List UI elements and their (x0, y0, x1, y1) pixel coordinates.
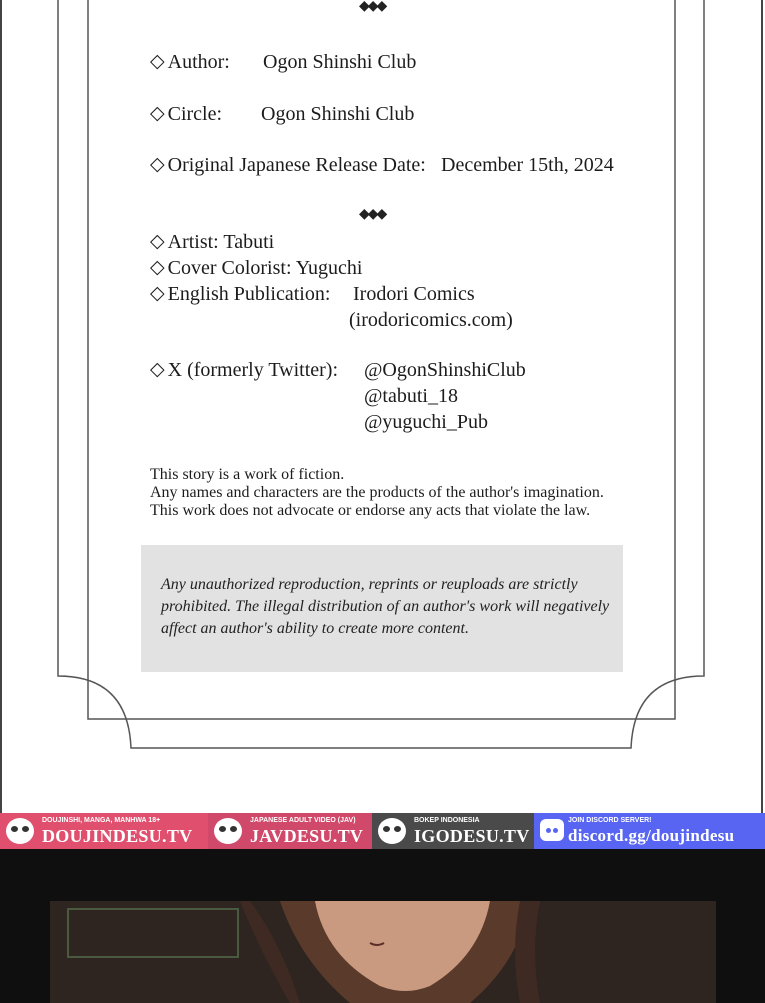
circle-row (150, 103, 222, 126)
ad-banner-strip (0, 813, 765, 849)
circle-value: Ogon Shinshi Club (261, 103, 415, 125)
author-value: Ogon Shinshi Club (263, 51, 417, 73)
english-row (150, 283, 330, 306)
notice-line: affect an author's ability to create more content. (161, 620, 469, 637)
english-website: (irodoricomics.com) (349, 309, 513, 331)
banner-subtitle: DOUJINSHI, MANGA, MANHWA 18+ (42, 817, 161, 824)
notice-line: prohibited. The illegal distribution of an author's work will negatively (161, 598, 610, 615)
banner-subtitle: JAPANESE ADULT VIDEO (JAV) (250, 817, 356, 824)
javdesu-banner-link[interactable] (208, 813, 372, 849)
twitter-handle: @tabuti_18 (364, 385, 458, 407)
panda-logo-icon (378, 818, 406, 844)
diamond-outline-icon: ◇ (150, 358, 165, 380)
discord-logo-icon (540, 819, 564, 841)
release-value: December 15th, 2024 (441, 154, 614, 176)
divider-diamonds-middle: ◆◆◆ (359, 206, 386, 222)
twitter-handle: @OgonShinshiClub (364, 359, 526, 381)
banner-title: IGODESU.TV (414, 826, 530, 846)
english-value: Irodori Comics (353, 283, 475, 305)
circle-label: Circle: (167, 103, 223, 125)
artist-row (150, 231, 274, 254)
twitter-label: X (formerly Twitter): (167, 359, 339, 381)
disclaimer-line: Any names and characters are the products of the author's imagination. (150, 484, 604, 501)
artist-label: Artist: Tabuti (167, 231, 275, 253)
diamond-outline-icon: ◇ (150, 153, 165, 175)
diamond-outline-icon: ◇ (150, 50, 165, 72)
release-label: Original Japanese Release Date: (167, 154, 426, 176)
diamond-outline-icon: ◇ (150, 230, 165, 252)
igodesu-banner-link[interactable] (372, 813, 534, 849)
divider-diamonds-top: ◆◆◆ (359, 0, 386, 14)
colorist-label: Cover Colorist: Yuguchi (167, 257, 363, 279)
diamond-outline-icon: ◇ (150, 102, 165, 124)
banner-subtitle: BOKEP INDONESIA (414, 817, 480, 824)
banner-title: DOUJINDESU.TV (42, 826, 193, 846)
colorist-row (150, 257, 362, 280)
panda-logo-icon (6, 818, 34, 844)
banner-title: JAVDESU.TV (250, 826, 364, 846)
panda-logo-icon (214, 818, 242, 844)
copyright-notice-box (141, 545, 623, 672)
copyright-notice-text (161, 574, 609, 640)
twitter-handle: @yuguchi_Pub (364, 411, 488, 433)
diamond-outline-icon: ◇ (150, 256, 165, 278)
diamond-outline-icon: ◇ (150, 282, 165, 304)
disclaimer-line: This work does not advocate or endorse any acts that violate the law. (150, 502, 591, 519)
twitter-row (150, 359, 338, 382)
release-row (150, 154, 426, 177)
doujindesu-banner-link[interactable] (0, 813, 208, 849)
author-row (150, 51, 230, 74)
notice-line: Any unauthorized reproduction, reprints or reuploads are strictly (161, 576, 578, 593)
illustration-preview (50, 901, 716, 1003)
discord-banner-link[interactable] (534, 813, 765, 849)
author-label: Author: (167, 51, 230, 73)
banner-subtitle: JOIN DISCORD SERVER! (568, 817, 652, 824)
banner-title: discord.gg/doujindesu (568, 826, 735, 845)
disclaimer-line: This story is a work of fiction. (150, 466, 345, 483)
next-page-preview (0, 849, 765, 1003)
english-label: English Publication: (167, 283, 331, 305)
next-page-image (50, 901, 716, 1003)
